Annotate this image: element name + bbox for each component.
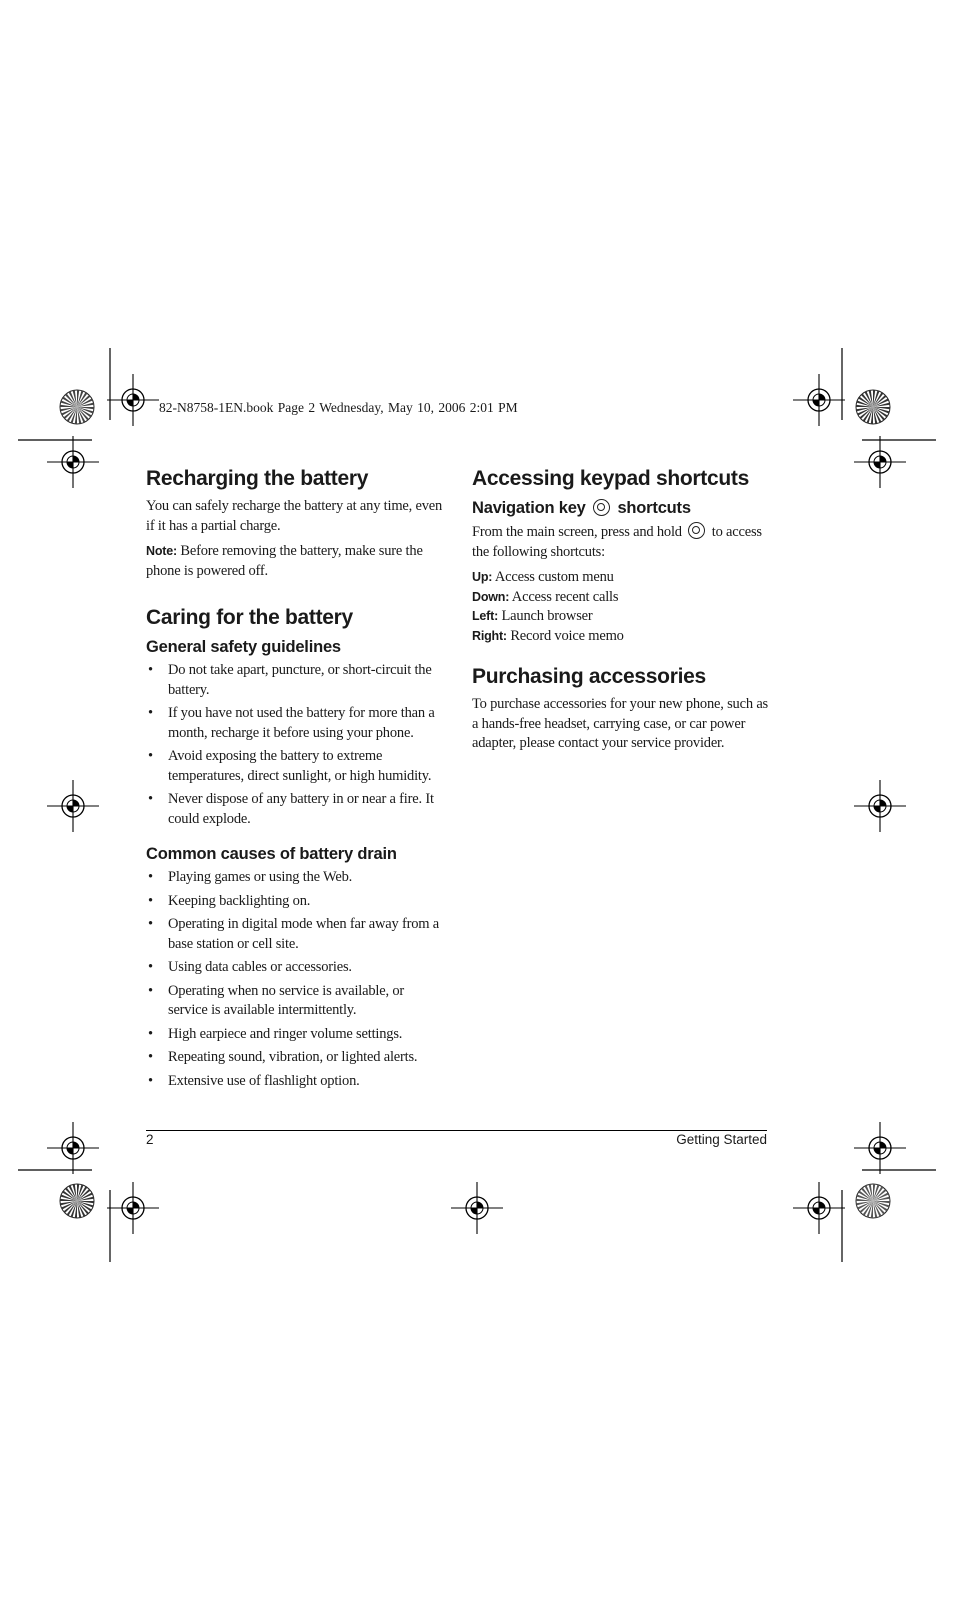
list-item: • Playing games or using the Web. [146, 868, 446, 888]
registration-crosshair-icon [854, 780, 906, 832]
shortcut-action: Access custom menu [492, 569, 614, 585]
list-item: • Operating when no service is available, or service is available intermittently. [146, 982, 446, 1021]
list-item: • If you have not used the battery for more than a month, recharge it before using your phone. [146, 704, 446, 743]
navigation-key-icon [688, 522, 705, 539]
list-item: • High earpiece and ringer volume settings. [146, 1025, 446, 1045]
drain-list [146, 868, 446, 1091]
registration-crosshair-icon [854, 436, 906, 488]
shortcut-item [472, 568, 772, 588]
heading-purchasing-accessories: Purchasing accessories [472, 665, 706, 688]
shortcut-action: Record voice memo [506, 627, 624, 644]
registration-crosshair-icon [47, 436, 99, 488]
nav-title-text-after: shortcuts [617, 499, 691, 517]
starburst-target-icon [856, 1184, 890, 1218]
heading-safety-guidelines: General safety guidelines [146, 638, 341, 656]
shortcut-key: Down: [472, 589, 510, 604]
intro-text: From the main screen, press and hold [472, 524, 682, 540]
shortcut-item [472, 588, 772, 608]
recharging-note [146, 542, 446, 581]
list-item: • Never dispose of any battery in or near a fire. It could explode. [146, 790, 446, 829]
footer-section-title: Getting Started [676, 1132, 767, 1147]
list-item: • Using data cables or accessories. [146, 958, 446, 978]
nav-title-text: Navigation key [472, 499, 586, 517]
registration-crosshair-icon [47, 780, 99, 832]
list-item: • Operating in digital mode when far away from a base station or cell site. [146, 915, 446, 954]
right-column [472, 466, 772, 760]
registration-crosshair-icon [451, 1182, 503, 1234]
note-text: Before removing the battery, make sure the phone is powered off. [146, 543, 423, 579]
accessories-body: To purchase accessories for your new phone, such as a hands-free headset, carrying case, or car power adapter, please contact your service provider. [472, 696, 768, 751]
heading-battery-drain: Common causes of battery drain [146, 845, 397, 863]
safety-list [146, 661, 446, 829]
heading-navigation-key [472, 497, 772, 519]
intro-text-after: to access the following shortcuts: [472, 524, 762, 560]
shortcut-action: Launch browser [498, 608, 593, 624]
starburst-target-icon [856, 390, 890, 424]
list-item: • Do not take apart, puncture, or short-circuit the battery. [146, 661, 446, 700]
shortcut-key: Up: [472, 570, 493, 584]
file-header: 82-N8758-1EN.book Page 2 Wednesday, May 10, 2006 2:01 PM [159, 400, 518, 415]
heading-recharging: Recharging the battery [146, 467, 369, 490]
registration-crosshair-icon [107, 1182, 159, 1234]
list-item: • Extensive use of flashlight option. [146, 1072, 446, 1092]
registration-crosshair-icon [793, 374, 845, 426]
shortcut-key: Right: [472, 628, 507, 643]
navigation-key-icon [593, 499, 610, 516]
registration-crosshair-icon [47, 1122, 99, 1174]
list-item: • Keeping backlighting on. [146, 892, 446, 912]
footer-rule [146, 1130, 767, 1131]
recharging-body: You can safely recharge the battery at any time, even if it has a partial charge. [146, 498, 443, 534]
shortcut-key: Left: [472, 609, 499, 623]
shortcut-item [472, 607, 772, 627]
starburst-target-icon [60, 1184, 94, 1218]
starburst-target-icon [60, 390, 94, 424]
shortcut-action: Access recent calls [509, 588, 619, 605]
registration-crosshair-icon [107, 374, 159, 426]
registration-crosshair-icon [854, 1122, 906, 1174]
page-number: 2 [146, 1132, 154, 1147]
keypad-intro [472, 522, 772, 562]
shortcut-list [472, 568, 772, 646]
left-column [146, 466, 446, 1097]
heading-keypad-shortcuts: Accessing keypad shortcuts [472, 467, 749, 490]
note-label: Note: [146, 544, 177, 558]
shortcut-item [472, 627, 772, 647]
registration-crosshair-icon [793, 1182, 845, 1234]
list-item: • Repeating sound, vibration, or lighted alerts. [146, 1048, 446, 1068]
list-item: • Avoid exposing the battery to extreme temperatures, direct sunlight, or high humidity. [146, 747, 446, 786]
heading-caring: Caring for the battery [146, 606, 353, 629]
